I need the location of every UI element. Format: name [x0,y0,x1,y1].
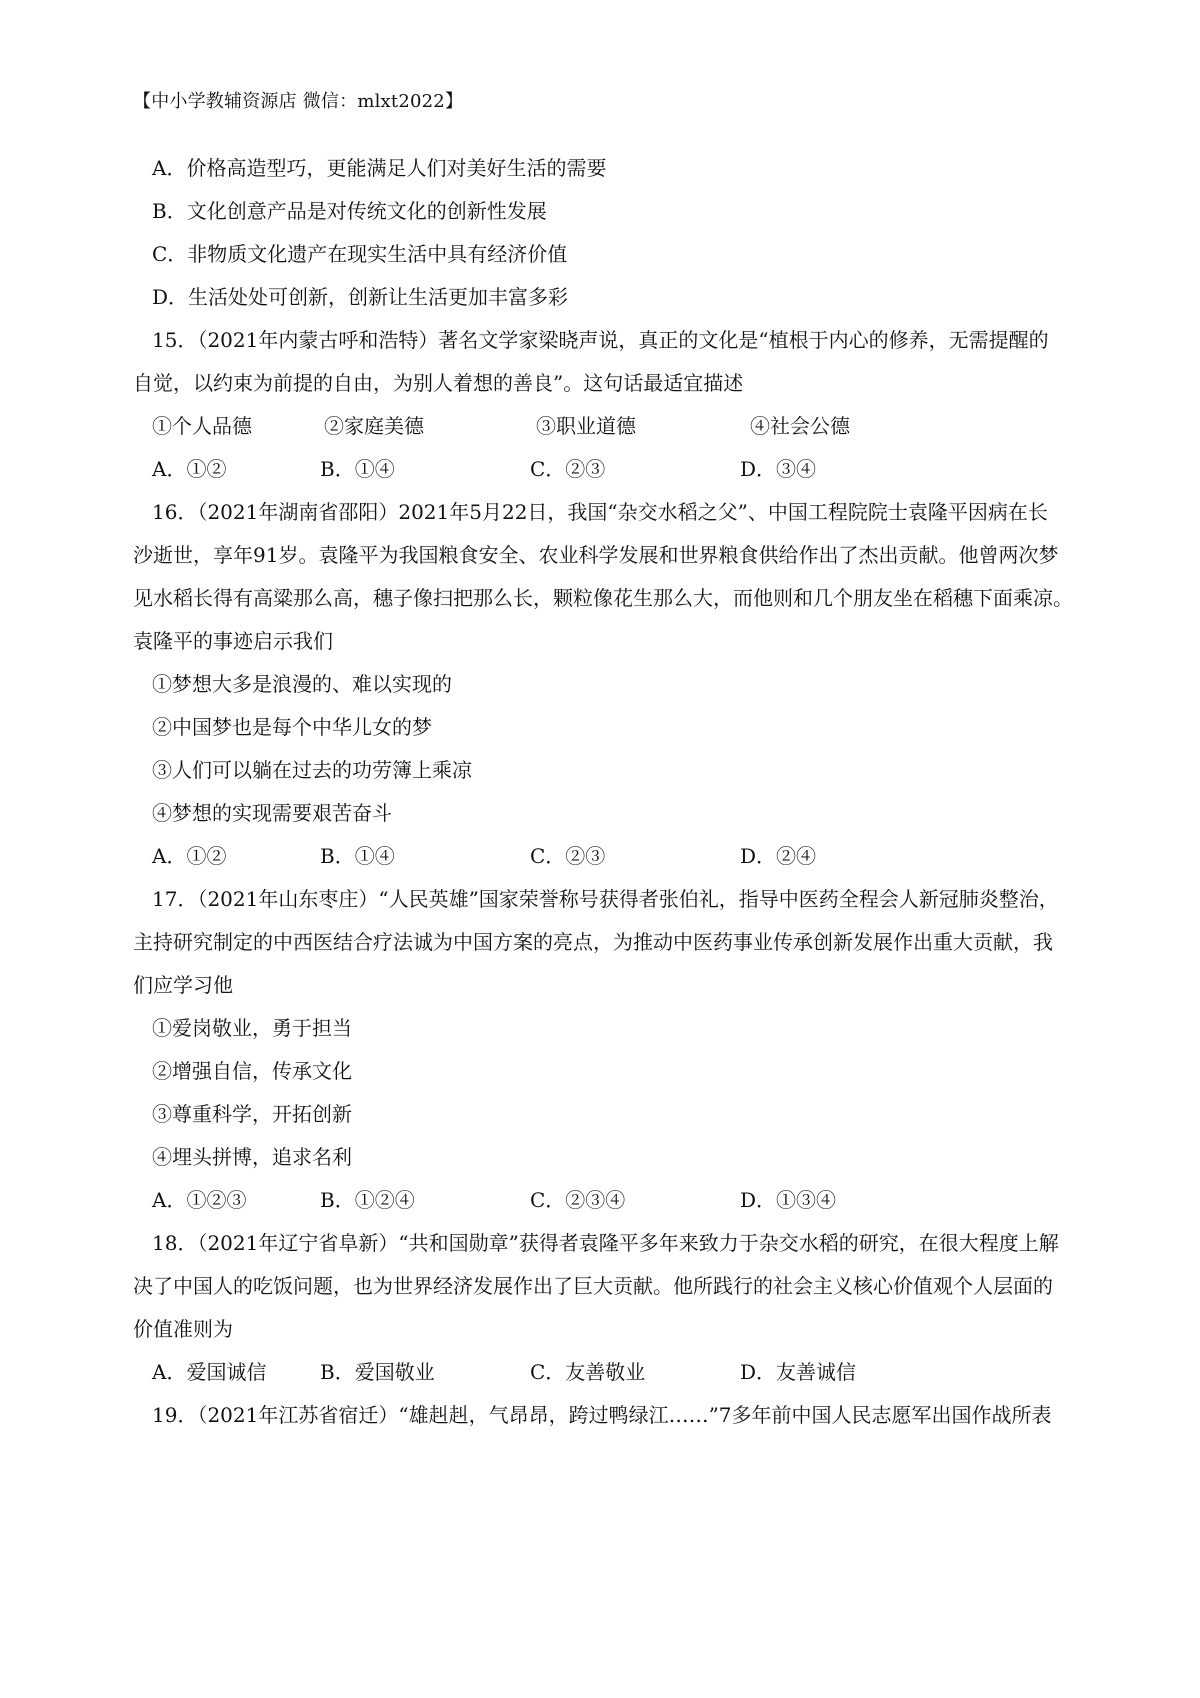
q15-choice-a: A．①② [152,457,227,481]
q14-option-c: C．非物质文化遗产在现实生活中具有经济价值 [152,242,568,266]
q18-stem-line-1: 18．（2021年辽宁省阜新）“共和国勋章”获得者袁隆平多年来致力于杂交水稻的研究，在很大程度上解 [152,1231,1059,1255]
q16-choice-b: B．①④ [320,844,395,868]
q16-choice-a: A．①② [152,844,227,868]
q17-choice-b: B．①②④ [320,1188,415,1212]
q17-item-4: ④埋头拼博，追求名利 [152,1145,352,1169]
q18-choice-c: C．友善敬业 [530,1360,646,1384]
q16-stem-line-3: 见水稻长得有高粱那么高，穗子像扫把那么长，颗粒像花生那么大，而他则和几个朋友坐在稻穗下面乘凉。 [133,586,1073,610]
page-header: 【中小学教辅资源店 微信：mlxt2022】 [133,91,464,112]
q17-stem-line-3: 们应学习他 [133,973,233,997]
q18-choice-d: D．友善诚信 [740,1360,857,1384]
q17-choice-d: D．①③④ [740,1188,837,1212]
q18-stem-line-2: 决了中国人的吃饭问题，也为世界经济发展作出了巨大贡献。他所践行的社会主义核心价值观个人层面的 [133,1274,1053,1298]
q15-item-4: ④社会公德 [750,414,850,438]
q14-option-d: D．生活处处可创新，创新让生活更加丰富多彩 [152,285,569,309]
q19-stem-line-1: 19．（2021年江苏省宿迁）“雄赳赳，气昂昂，跨过鸭绿江……”7多年前中国人民志愿军出国作战所表 [152,1403,1052,1427]
q15-choice-d: D．③④ [740,457,817,481]
q16-item-3: ③人们可以躺在过去的功劳簿上乘凉 [152,758,472,782]
q17-item-3: ③尊重科学，开拓创新 [152,1102,352,1126]
q16-stem-line-2: 沙逝世，享年91岁。袁隆平为我国粮食安全、农业科学发展和世界粮食供给作出了杰出贡献。他曾两次梦 [133,543,1059,567]
q17-stem-line-2: 主持研究制定的中西医结合疗法诚为中国方案的亮点，为推动中医药事业传承创新发展作出重大贡献，我 [133,930,1053,954]
q15-stem-line-1: 15．（2021年内蒙古呼和浩特）著名文学家梁晓声说，真正的文化是“植根于内心的修养，无需提醒的 [152,328,1049,352]
q17-choice-a: A．①②③ [152,1188,247,1212]
q16-choice-d: D．②④ [740,844,817,868]
q14-option-a: A．价格高造型巧，更能满足人们对美好生活的需要 [152,156,607,180]
q15-item-3: ③职业道德 [536,414,636,438]
q18-choice-b: B．爱国敬业 [320,1360,435,1384]
q17-stem-line-1: 17．（2021年山东枣庄）“人民英雄”国家荣誉称号获得者张伯礼，指导中医药全程会人新冠肺炎整治， [152,887,1059,911]
q18-stem-line-3: 价值准则为 [133,1317,233,1341]
q15-item-2: ②家庭美德 [324,414,424,438]
q18-choice-a: A．爱国诚信 [152,1360,267,1384]
q15-item-1: ①个人品德 [152,414,252,438]
q16-item-1: ①梦想大多是浪漫的、难以实现的 [152,672,452,696]
q15-stem-line-2: 自觉，以约束为前提的自由，为别人着想的善良”。这句话最适宜描述 [133,371,744,395]
q16-stem-line-1: 16．（2021年湖南省邵阳）2021年5月22日，我国“杂交水稻之父”、中国工程院院士袁隆平因病在长 [152,500,1048,524]
q17-choice-c: C．②③④ [530,1188,626,1212]
q16-choice-c: C．②③ [530,844,606,868]
q17-item-1: ①爱岗敬业，勇于担当 [152,1016,352,1040]
q17-item-2: ②增强自信，传承文化 [152,1059,352,1083]
q15-choice-c: C．②③ [530,457,606,481]
q16-item-2: ②中国梦也是每个中华儿女的梦 [152,715,432,739]
q16-stem-line-4: 袁隆平的事迹启示我们 [133,629,333,653]
q14-option-b: B．文化创意产品是对传统文化的创新性发展 [152,199,547,223]
q16-item-4: ④梦想的实现需要艰苦奋斗 [152,801,392,825]
q15-choice-b: B．①④ [320,457,395,481]
